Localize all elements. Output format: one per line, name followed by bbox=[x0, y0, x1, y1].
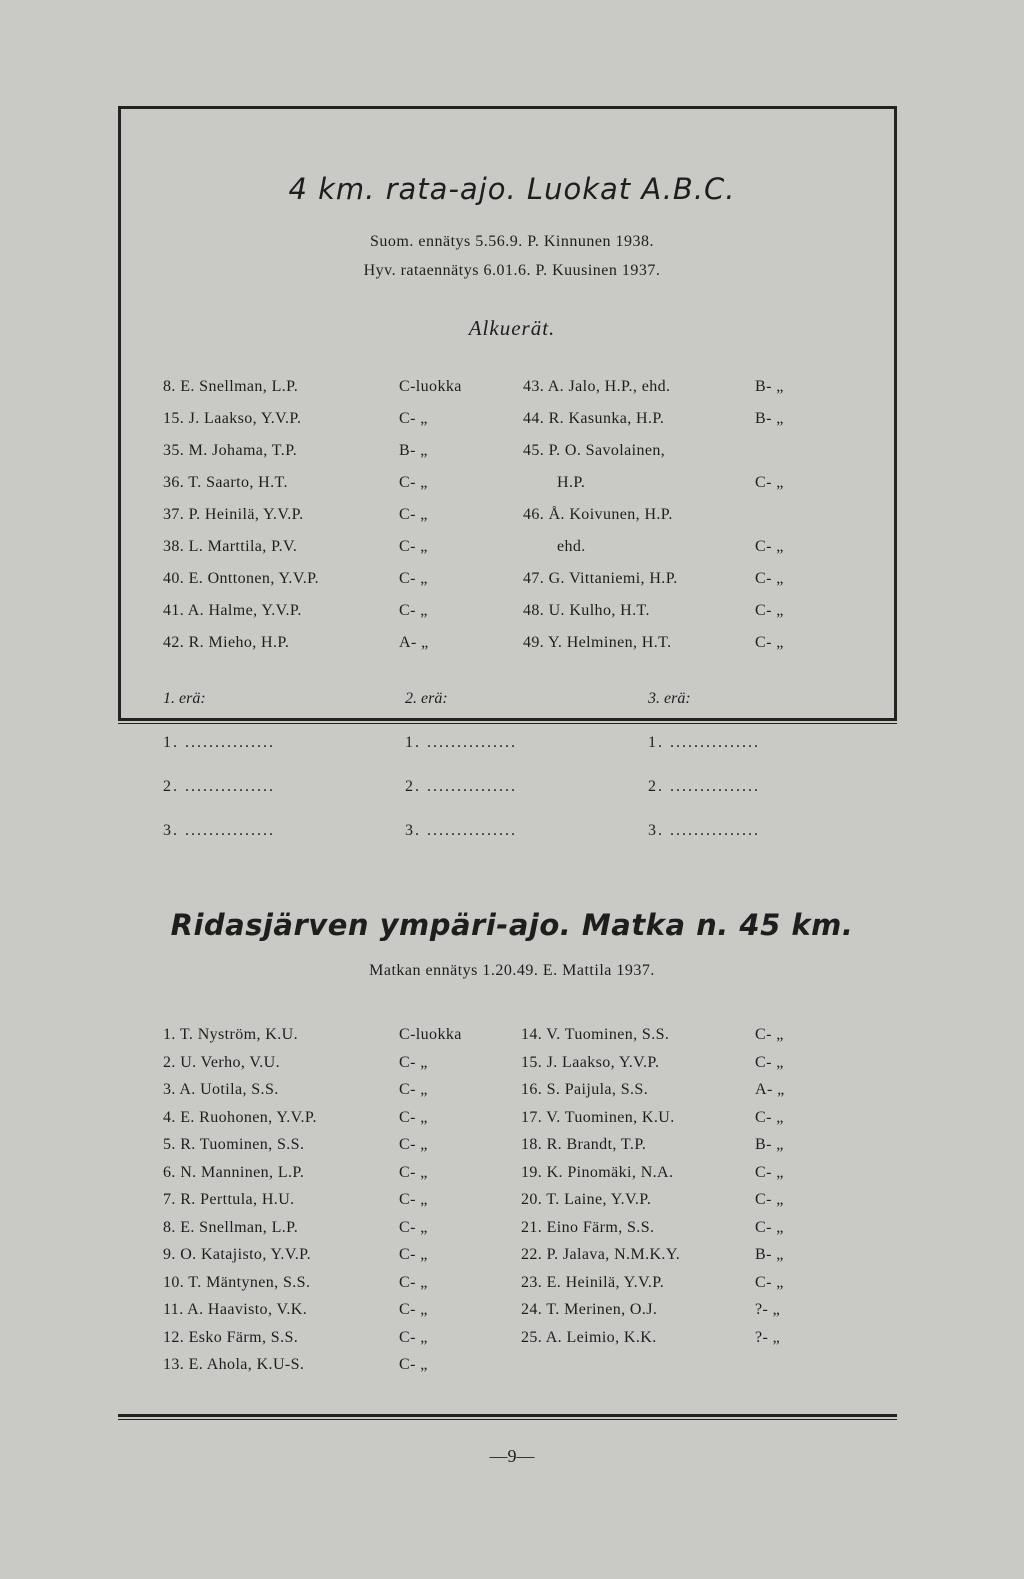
list-item: 8. E. Snellman, L.P. C- „ bbox=[163, 1218, 428, 1236]
heat-1-slot-2: 2. ............... bbox=[163, 778, 275, 795]
list-item: 14. V. Tuominen, S.S. C- „ bbox=[521, 1026, 784, 1043]
heats-subtitle: Alkuerät. bbox=[468, 316, 556, 340]
section2-title: Ridasjärven ympäri-ajo. Matka n. 45 km. bbox=[170, 908, 854, 942]
heat-3-slot-3: 3. ............... bbox=[648, 822, 760, 839]
heat-3-slot-2: 2. ............... bbox=[648, 778, 760, 795]
list-item: 47. G. Vittaniemi, H.P. C- „ bbox=[523, 570, 784, 587]
list-item: 40. E. Onttonen, Y.V.P. C- „ bbox=[163, 570, 428, 587]
list-item: 25. A. Leimio, K.K. ?- „ bbox=[521, 1328, 781, 1346]
list-item: 19. K. Pinomäki, N.A. C- „ bbox=[521, 1163, 784, 1181]
list-item: 49. Y. Helminen, H.T. C- „ bbox=[523, 634, 784, 651]
list-item: 36. T. Saarto, H.T. C- „ bbox=[163, 474, 428, 491]
list-item: 21. Eino Färm, S.S. C- „ bbox=[521, 1218, 784, 1236]
list-item: 5. R. Tuominen, S.S. C- „ bbox=[163, 1136, 428, 1153]
section1-title: 4 km. rata-ajo. Luokat A.B.C. bbox=[288, 172, 736, 206]
divider bbox=[118, 723, 897, 724]
list-item: 44. R. Kasunka, H.P. B- „ bbox=[523, 410, 784, 427]
list-item: 46. Å. Koivunen, H.P. bbox=[523, 506, 673, 523]
list-item: 45. P. O. Savolainen, bbox=[523, 442, 666, 459]
list-item: 43. A. Jalo, H.P., ehd. B- „ bbox=[523, 378, 784, 395]
list-item: 1. T. Nyström, K.U. C-luokka bbox=[163, 1026, 462, 1043]
list-item: 41. A. Halme, Y.V.P. C- „ bbox=[163, 602, 428, 619]
list-item: 4. E. Ruohonen, Y.V.P. C- „ bbox=[163, 1108, 428, 1126]
page-number: —9— bbox=[489, 1446, 535, 1466]
heat-2-label: 2. erä: bbox=[405, 690, 448, 707]
list-item: 13. E. Ahola, K.U-S. C- „ bbox=[163, 1356, 428, 1373]
heat-2-slot-2: 2. ............... bbox=[405, 778, 517, 795]
list-item: H.P. C- „ bbox=[557, 474, 784, 491]
divider bbox=[118, 1419, 897, 1420]
list-item: 38. L. Marttila, P.V. C- „ bbox=[163, 538, 428, 555]
list-item: 7. R. Perttula, H.U. C- „ bbox=[163, 1191, 428, 1208]
list-item: 15. J. Laakso, Y.V.P. C- „ bbox=[521, 1053, 784, 1071]
list-item: 16. S. Paijula, S.S. A- „ bbox=[521, 1081, 785, 1098]
list-item: 6. N. Manninen, L.P. C- „ bbox=[163, 1163, 428, 1181]
track-record: Hyv. rataennätys 6.01.6. P. Kuusinen 1937. bbox=[363, 262, 661, 279]
heat-3-slot-1: 1. ............... bbox=[648, 734, 760, 751]
heat-1-slot-1: 1. ............... bbox=[163, 734, 275, 751]
list-item: 3. A. Uotila, S.S. C- „ bbox=[163, 1081, 428, 1098]
list-item: 12. Esko Färm, S.S. C- „ bbox=[163, 1328, 428, 1346]
section2-right-list bbox=[521, 1026, 831, 1356]
list-item: 10. T. Mäntynen, S.S. C- „ bbox=[163, 1273, 428, 1291]
list-item: 18. R. Brandt, T.P. B- „ bbox=[521, 1136, 784, 1153]
heat-3-label: 3. erä: bbox=[648, 690, 691, 707]
section1-right-list bbox=[523, 378, 823, 666]
list-item: 11. A. Haavisto, V.K. C- „ bbox=[163, 1301, 428, 1318]
list-item: 17. V. Tuominen, K.U. C- „ bbox=[521, 1108, 784, 1126]
divider bbox=[118, 718, 897, 721]
list-item: 8. E. Snellman, L.P. C-luokka bbox=[163, 378, 462, 395]
heat-2-slot-3: 3. ............... bbox=[405, 822, 517, 839]
heat-1-slot-3: 3. ............... bbox=[163, 822, 275, 839]
national-record: Suom. ennätys 5.56.9. P. Kinnunen 1938. bbox=[370, 233, 654, 250]
list-item: 48. U. Kulho, H.T. C- „ bbox=[523, 602, 784, 619]
list-item: 2. U. Verho, V.U. C- „ bbox=[163, 1053, 428, 1071]
list-item: ehd. C- „ bbox=[557, 538, 784, 555]
list-item: 20. T. Laine, Y.V.P. C- „ bbox=[521, 1191, 784, 1208]
heat-2-slot-1: 1. ............... bbox=[405, 734, 517, 751]
section1-left-list bbox=[163, 378, 493, 666]
list-item: 42. R. Mieho, H.P. A- „ bbox=[163, 634, 429, 651]
divider bbox=[118, 1414, 897, 1417]
list-item: 35. M. Johama, T.P. B- „ bbox=[163, 442, 428, 459]
list-item: 22. P. Jalava, N.M.K.Y. B- „ bbox=[521, 1246, 784, 1263]
heat-1-label: 1. erä: bbox=[163, 690, 206, 707]
list-item: 24. T. Merinen, O.J. ?- „ bbox=[521, 1301, 781, 1318]
section2-left-list bbox=[163, 1026, 493, 1384]
list-item: 9. O. Katajisto, Y.V.P. C- „ bbox=[163, 1246, 428, 1263]
list-item: 23. E. Heinilä, Y.V.P. C- „ bbox=[521, 1273, 784, 1291]
course-record: Matkan ennätys 1.20.49. E. Mattila 1937. bbox=[369, 962, 655, 979]
list-item: 37. P. Heinilä, Y.V.P. C- „ bbox=[163, 506, 428, 523]
list-item: 15. J. Laakso, Y.V.P. C- „ bbox=[163, 410, 428, 427]
